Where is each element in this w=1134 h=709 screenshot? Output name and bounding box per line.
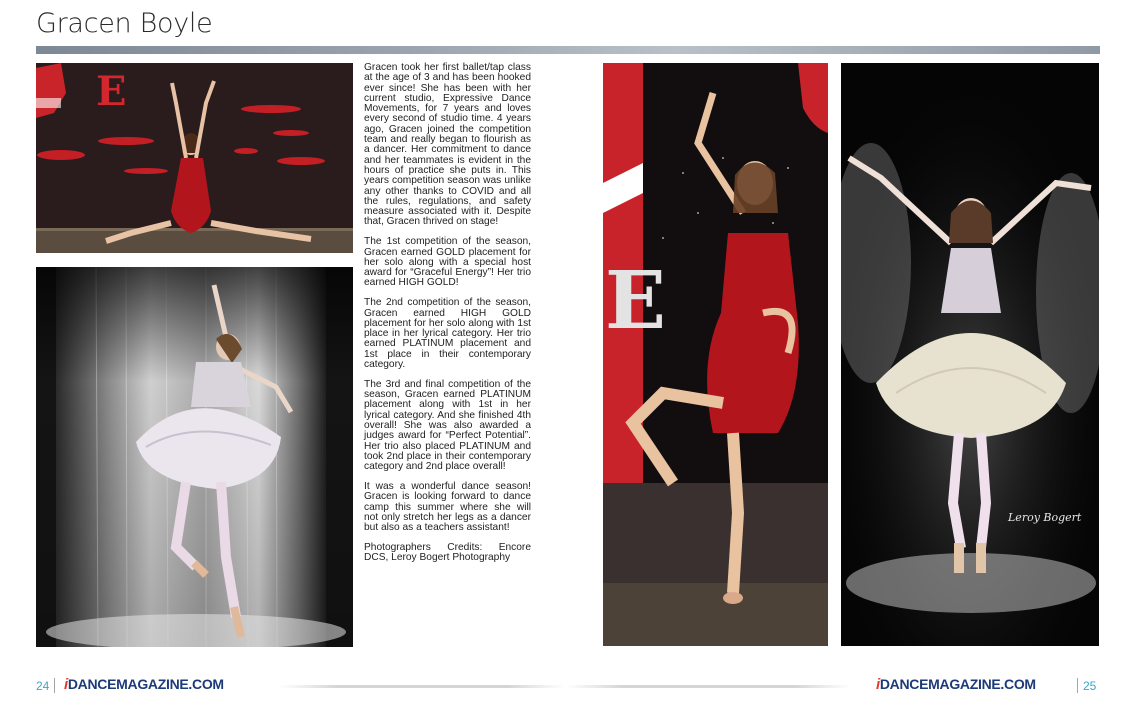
footer-separator <box>1077 678 1078 693</box>
page-title: Gracen Boyle <box>36 8 213 39</box>
page-number-left: 24 <box>36 679 50 693</box>
page-number-right: 25 <box>1083 679 1097 693</box>
article-paragraph: The 3rd and final competition of the season, Gracen earned PLATINUM placement along with 1st in her lyrical category. And she finished 4th overall! She was also awarded a judges award for “Perfect Potential”. Her trio also placed PLATINUM and took 2nd place in their contemporary category and 2nd place overall! <box>364 378 531 473</box>
svg-text:E: E <box>605 253 666 347</box>
article-paragraph: The 1st competition of the season, Gracen earned GOLD placement for her solo along with a special host award for “Graceful Energy”! Her trio earned HIGH GOLD! <box>364 236 531 289</box>
photo-stage-split <box>36 63 353 253</box>
article-paragraph: The 2nd competition of the season, Gracen earned HIGH GOLD placement for her solo along with 1st place in her lyrical category. Her trio earned PLATINUM placement and 1st place in their contemporary category. <box>364 297 531 371</box>
photo-waterfall-leap <box>36 267 353 647</box>
article-body <box>364 63 531 573</box>
article-paragraph: It was a wonderful dance season! Gracen is looking forward to dance camp this summer where she will not only stretch her legs as a dancer but also as a teachers assistant! <box>364 480 531 534</box>
svg-text:E: E <box>96 68 127 115</box>
brand-logo-left: iDANCEMAGAZINE.COM <box>64 676 224 693</box>
photo-credits: Photographers Credits: Encore DCS, Leroy Bogert Photography <box>364 541 531 564</box>
photo-white-tutu-pointe <box>841 63 1099 646</box>
brand-logo-right: iDANCEMAGAZINE.COM <box>876 676 1036 693</box>
title-divider <box>36 46 1100 54</box>
footer-rule-left <box>280 685 565 688</box>
photographer-signature: Leroy Bogert <box>1008 511 1082 524</box>
footer-rule-right <box>566 685 851 688</box>
article-paragraph: Gracen took her first ballet/tap class at the age of 3 and has been hooked ever since! She has been with her current studio, Expressive Dance Movements, for 7 years and loves every second of studio time. 4 years ago, Gracen joined the competition team and really began to flourish as a dancer. Her commitment to dance and her teammates is evident in the hours of practice she puts in. This years competition season was unlike any other thanks to COVID and all the rules, regulations, and safety measure associated with it. Despite that, Gracen thrived on stage! <box>364 62 531 228</box>
footer-separator <box>54 678 55 693</box>
photo-red-dress-pose <box>603 63 828 646</box>
